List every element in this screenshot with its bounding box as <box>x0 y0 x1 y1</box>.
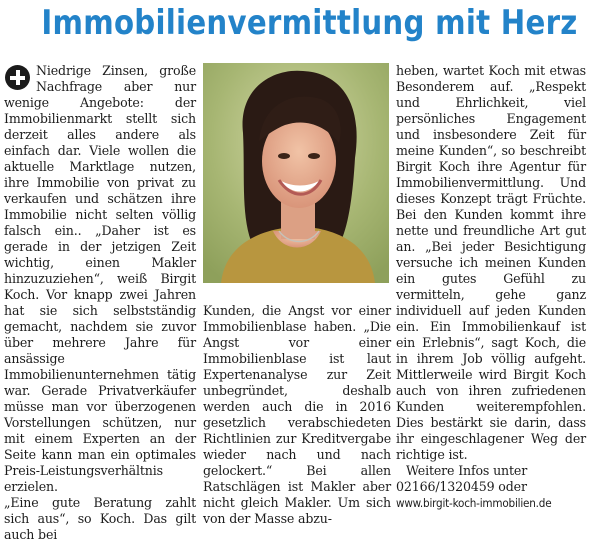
phone-number: 02166/1320459 oder <box>396 479 527 494</box>
info-label: Weitere Infos unter <box>406 463 528 478</box>
plus-icon <box>5 65 30 90</box>
article-column-2 <box>203 303 391 527</box>
article-paragraph: Niedrige Zinsen, große Nachfrage aber nur wenige Angebote: der Immobilienmarkt stellt sich derzeit alles andere als einfach dar. Viele wollen die aktuelle Marktlage nutzen, ihre Immobilie von privat zu verkaufen und schätzen ihre Immobilie nicht selten völlig falsch ein.. „Daher ist es gerade in der jetzigen Zeit wichtig, einen Makler hinzuzuziehen“, weiß Birgit Koch. Vor knapp zwei Jahren hat sie sich selbstständig gemacht, nachdem sie zuvor über mehrere Jahre für ansässige Immobilienunternehmen tätig war. Gerade Privatverkäufer müsse man vor überzogenen Vorstellungen schützen, nur mit einem Experten an der Seite kann man ein optimales Preis-Leistungsverhältnis erzielen. <box>4 63 196 494</box>
portrait-photo <box>203 63 389 283</box>
website-link[interactable]: www.birgit-koch-immobilien.de <box>396 496 552 510</box>
article-column-1 <box>4 63 196 543</box>
headline: Immobilienvermittlung mit Herz <box>41 3 578 43</box>
article-column-3 <box>396 63 586 511</box>
article-paragraph: heben, wartet Koch mit etwas Besonderem auf. „Respekt und Ehrlichkeit, viel persönliches Engagement und insbesondere Zeit für meine Kunden“, so beschreibt Birgit Koch ihre Agentur für Immobilienvermittlung. Und dieses Konzept trägt Früchte. Bei den Kunden kommt ihre nette und freundliche Art gut an. „Bei jeder Besichtigung versuche ich meinen Kunden ein gutes Gefühl zu vermitteln, gehe ganz individuell auf jeden Kunden ein. Ein Immobilienkauf ist ein Erlebnis“, sagt Koch, die in ihrem Job völlig aufgeht. Mittlerweile wird Birgit Koch auch von ihren zufriedenen Kunden weiterempfohlen. Dies bestärkt sie darin, dass ihr eingeschlagener Weg der richtige ist. <box>396 63 586 462</box>
article-paragraph: „Eine gute Beratung zahlt sich aus“, so Koch. Das gilt auch bei <box>4 495 196 542</box>
article-paragraph: Kunden, die Angst vor einer Immobilienblase haben. „Die Angst vor einer Immobilienblase ist laut Expertenanalyse zur Zeit unbegründet, deshalb werden auch die in 2016 gesetzlich verabschiedeten Richtlinien zur Kreditvergabe wieder nach und nach gelockert.“ Bei allen Ratschlägen ist Makler aber nicht gleich Makler. Um sich von der Masse abzu- <box>203 303 391 526</box>
